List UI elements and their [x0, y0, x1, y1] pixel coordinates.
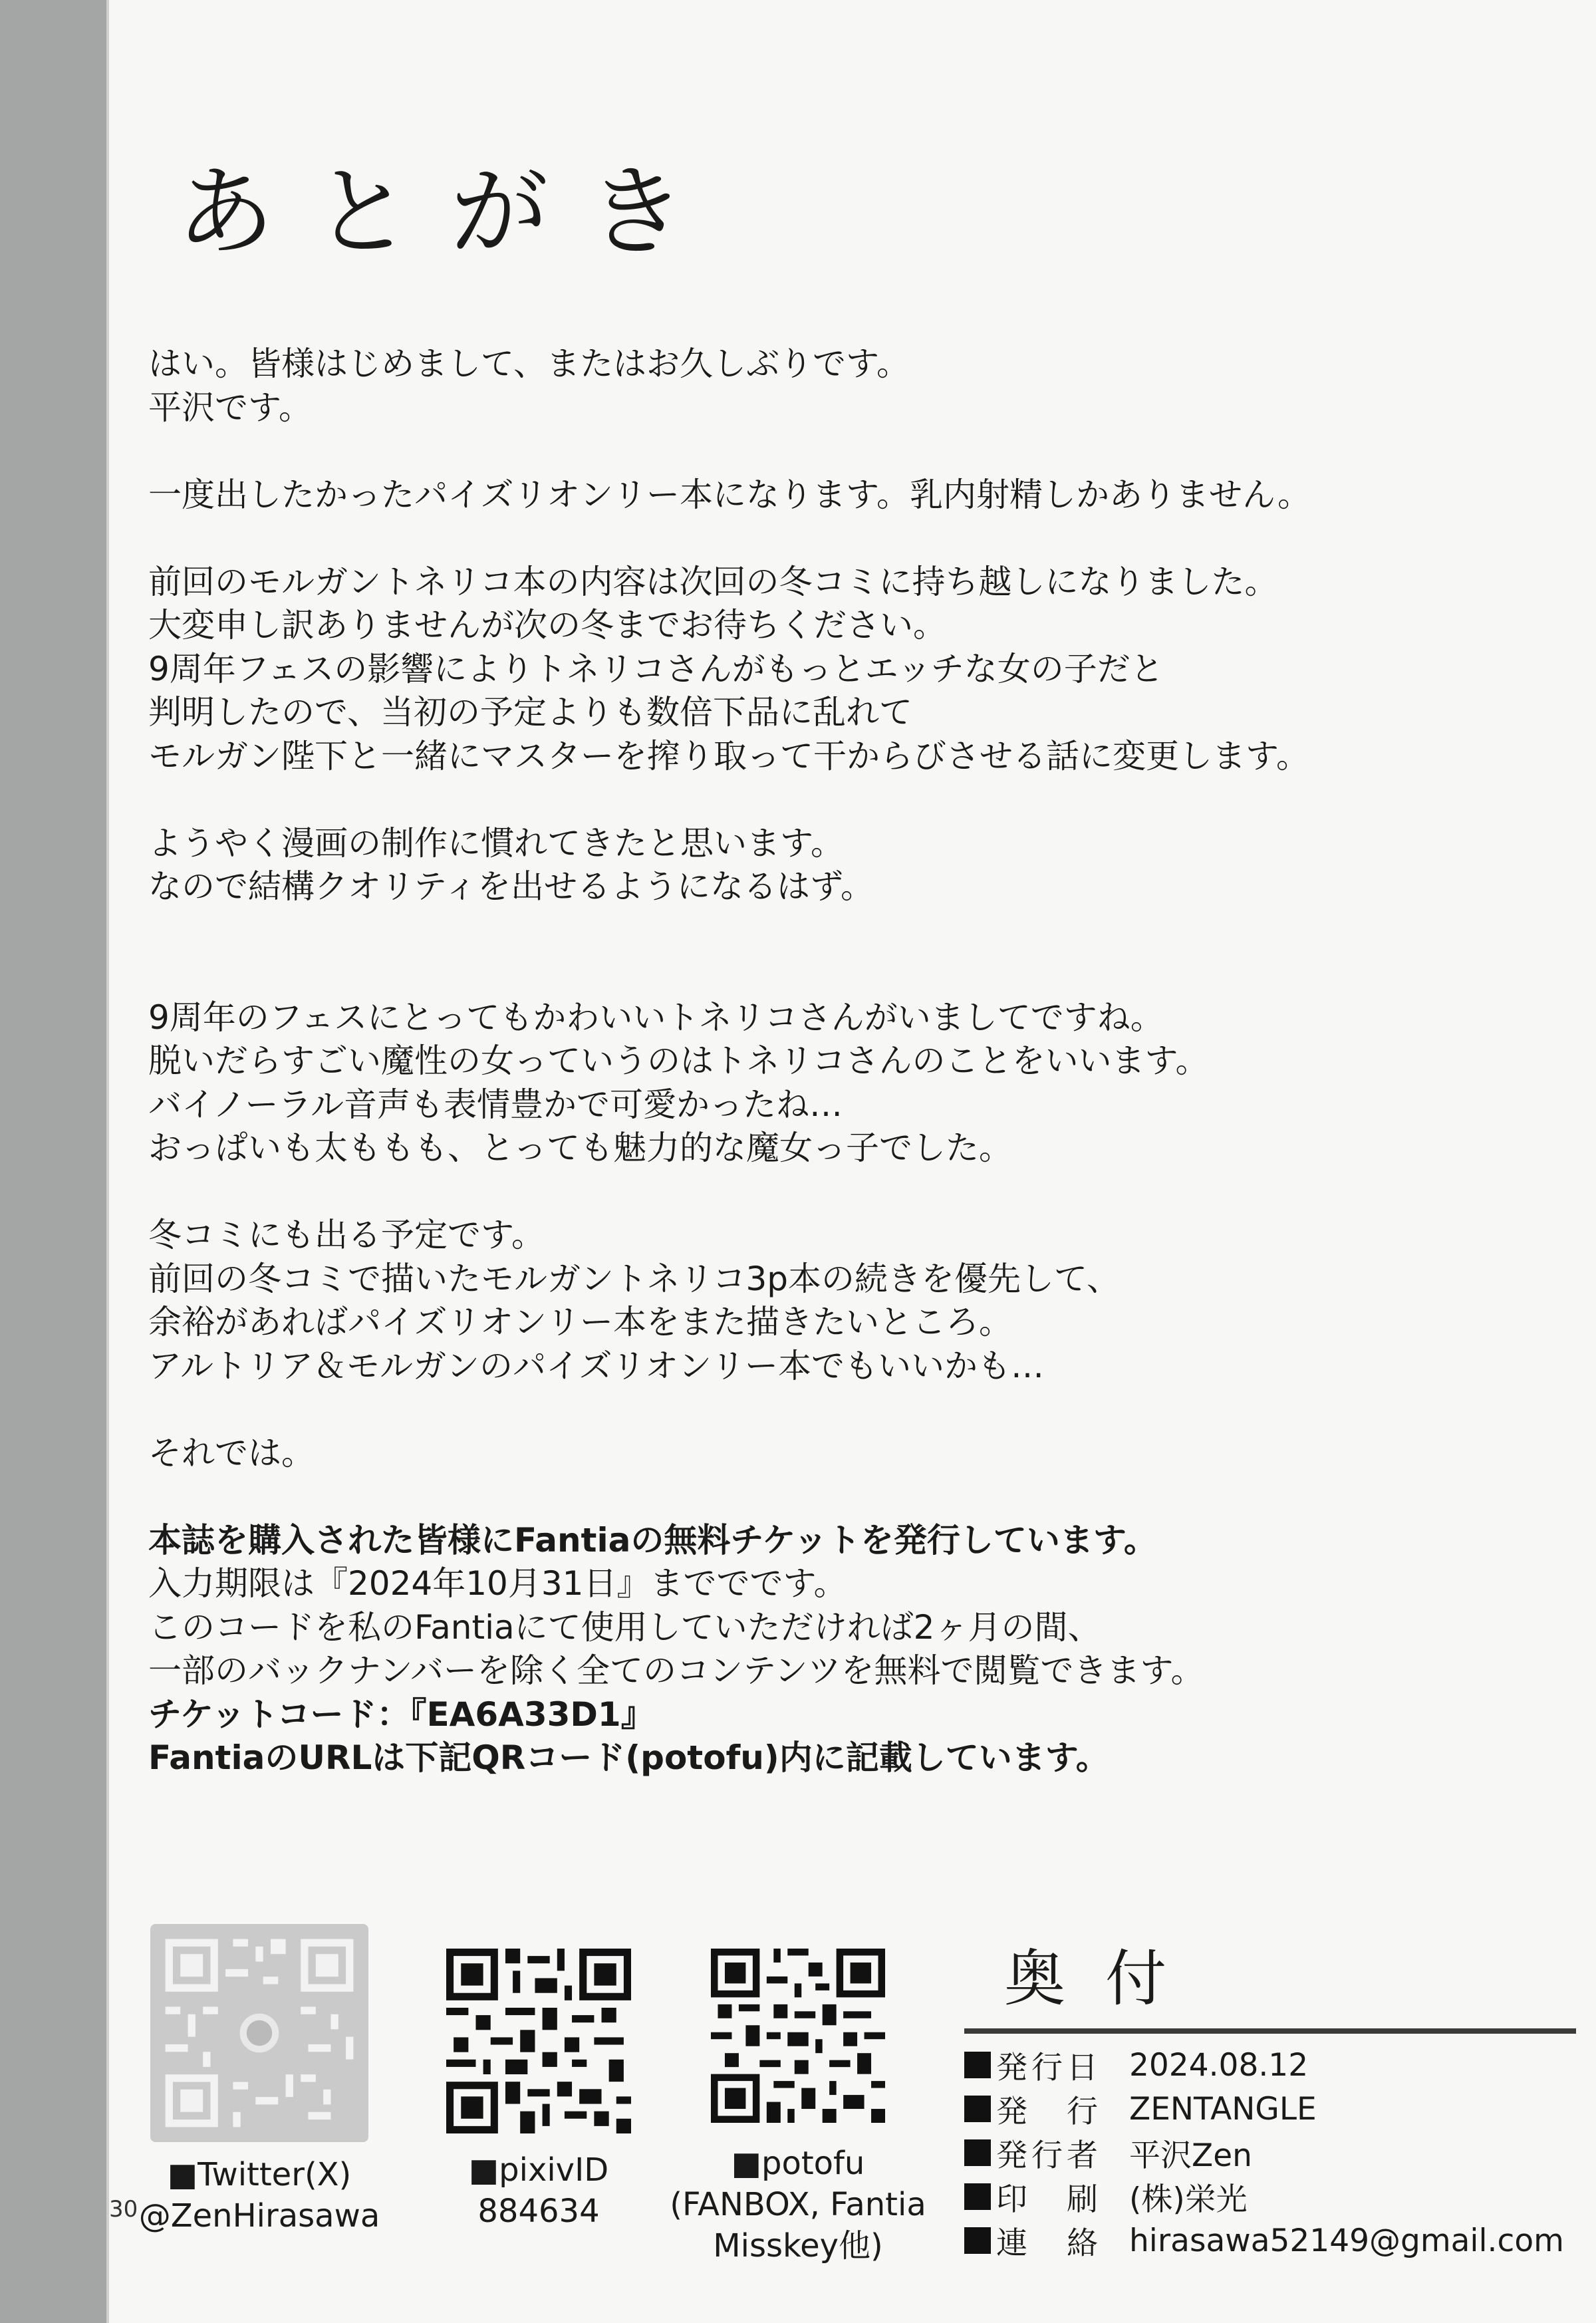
afterword-body: [148, 342, 1478, 1780]
colophon-row-printer: [964, 2175, 1576, 2219]
left-margin-edge: [106, 0, 109, 2323]
afterword-line: アルトリア＆モルガンのパイズリオンリー本でもいいかも…: [148, 1346, 1044, 1385]
colophon-row-publisher: [964, 2087, 1576, 2131]
afterword-line: 前回の冬コミで描いたモルガントネリコ3p本の続きを優先して、: [148, 1259, 1121, 1298]
colophon-table: [964, 2043, 1576, 2262]
twitter-label: ■Twitter(X): [167, 2156, 352, 2193]
afterword-line: 9周年フェスの影響によりトネリコさんがもっとエッチな女の子だと: [148, 649, 1164, 688]
afterword-line: 大変申し訳ありませんが次の冬までお待ちください。: [148, 606, 946, 644]
colophon-value: 平沢Zen: [1129, 2137, 1252, 2174]
colophon-title: 奥付: [1004, 1943, 1207, 2014]
qr-code-icon: [150, 1924, 368, 2142]
colophon-value: (株)栄光: [1129, 2181, 1248, 2218]
colophon-divider: [964, 2028, 1576, 2034]
ticket-url-note: FantiaのURLは下記QRコード(potofu)内に記載しています。: [148, 1738, 1109, 1777]
afterword-line: 冬コミにも出る予定です。: [148, 1216, 545, 1254]
potofu-services-more: Misskey他): [713, 2227, 883, 2264]
colophon-label: 発行者: [996, 2137, 1102, 2174]
colophon-value: 2024.08.12: [1129, 2046, 1309, 2084]
afterword-line: 脱いだらすごい魔性の女っていうのはトネリコさんのことをいいます。: [148, 1041, 1209, 1080]
pixiv-id[interactable]: 884634: [477, 2193, 600, 2230]
ticket-usage-detail: 一部のバックナンバーを除く全てのコンテンツを無料で閲覧できます。: [148, 1651, 1204, 1690]
contact-email[interactable]: hirasawa52149@gmail.com: [1129, 2222, 1564, 2259]
colophon-label: 発 行: [996, 2093, 1102, 2130]
afterword-line: はい。皆様はじめまして、またはお久しぶりです。: [148, 344, 910, 383]
potofu-qr-code[interactable]: [711, 1949, 885, 2123]
afterword-line: ようやく漫画の制作に慣れてきたと思います。: [148, 823, 844, 863]
afterword-line: 一度出したかったパイズリオンリー本になります。乳内射精しかありません。: [148, 475, 1311, 514]
square-bullet-icon: [964, 2096, 991, 2122]
colophon-row-contact: [964, 2219, 1576, 2262]
potofu-label: ■potofu: [731, 2145, 865, 2182]
square-bullet-icon: [964, 2227, 991, 2254]
twitter-link-block: [133, 1924, 386, 2237]
afterword-line: バイノーラル音声も表情豊かで可愛かったね…: [148, 1085, 843, 1124]
afterword-line: 平沢です。: [148, 388, 312, 427]
square-bullet-icon: [964, 2183, 991, 2210]
colophon-row-issuer: [964, 2131, 1576, 2175]
afterword-line: おっぱいも太ももも、とっても魅力的な魔女っ子でした。: [148, 1129, 1012, 1167]
square-bullet-icon: [964, 2139, 991, 2166]
twitter-qr-code[interactable]: [150, 1924, 368, 2142]
ticket-code: チケットコード：『EA6A33D1』: [148, 1695, 654, 1734]
afterword-line: それでは。: [148, 1433, 315, 1472]
potofu-services[interactable]: (FANBOX, Fantia: [670, 2186, 926, 2223]
square-bullet-icon: [964, 2052, 991, 2078]
colophon: [964, 1943, 1576, 2262]
page-title: あとがき: [176, 155, 724, 269]
ticket-usage: このコードを私のFantiaにて使用していただければ2ヶ月の間、: [148, 1607, 1101, 1647]
twitter-handle[interactable]: @ZenHirasawa: [138, 2197, 380, 2235]
potofu-link-block: [652, 1949, 944, 2266]
qr-code-icon: [446, 1949, 631, 2133]
afterword-line: なので結構クオリティを出せるようになるはず。: [148, 867, 874, 906]
ticket-headline: 本誌を購入された皆様にFantiaの無料チケットを発行しています。: [148, 1520, 1157, 1560]
colophon-label: 連 絡: [996, 2225, 1102, 2262]
colophon-row-publish-date: [964, 2043, 1576, 2087]
afterword-line: 前回のモルガントネリコ本の内容は次回の冬コミに持ち越しになりました。: [148, 562, 1278, 601]
afterword-line: 判明したので、当初の予定よりも数倍下品に乱れて: [148, 693, 912, 732]
afterword-line: 9周年のフェスにとってもかわいいトネリコさんがいましてですね。: [148, 998, 1164, 1037]
pixiv-qr-code[interactable]: [446, 1949, 631, 2133]
page-number: 30: [109, 2196, 138, 2223]
ticket-deadline: 入力期限は『2024年10月31日』まででです。: [148, 1564, 847, 1603]
colophon-label: 発行日: [996, 2049, 1102, 2086]
colophon-label: 印 刷: [996, 2181, 1102, 2218]
pixiv-link-block: [426, 1949, 652, 2232]
qr-code-icon: [711, 1949, 885, 2123]
pixiv-label: ■pixivID: [468, 2151, 609, 2189]
afterword-line: モルガン陛下と一緒にマスターを搾り取って干からびさせる話に変更します。: [148, 736, 1309, 775]
afterword-line: 余裕があればパイズリオンリー本をまた描きたいところ。: [148, 1303, 1012, 1341]
left-margin-bar: [0, 0, 106, 2323]
colophon-value: ZENTANGLE: [1129, 2090, 1317, 2127]
